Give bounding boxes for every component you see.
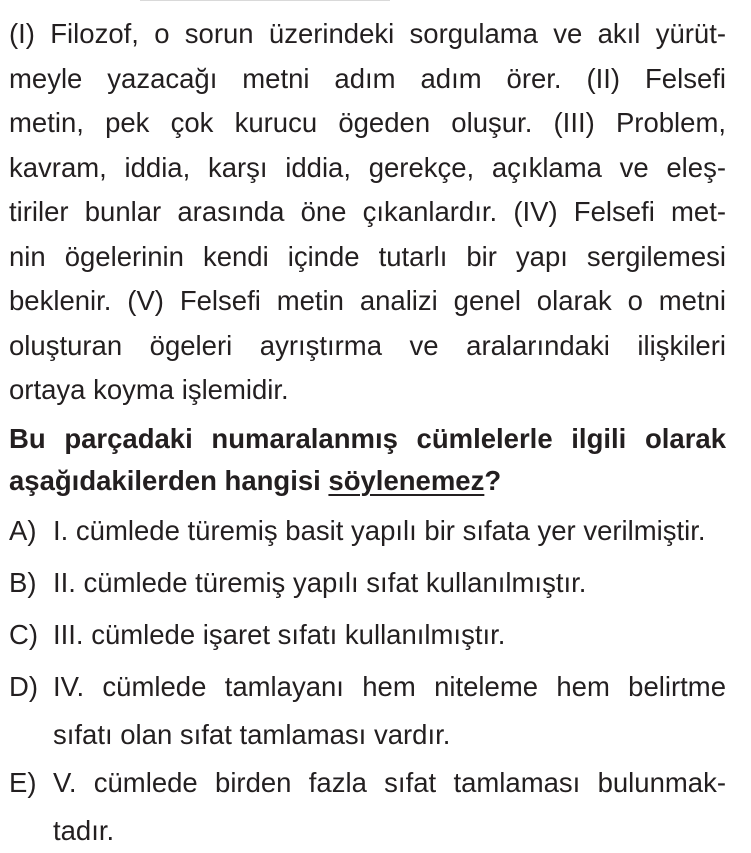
passage-line: oluşturan ögeleri ayrıştırma ve aralarındaki ilişkileri	[9, 329, 726, 361]
option-text: I. cümlede türemiş basit yapılı bir sıfata yer verilmiştir.	[53, 514, 706, 546]
passage-line: kavram, iddia, karşı iddia, gerekçe, açıklama ve eleş-	[9, 151, 726, 183]
option-text: sıfatı olan sıfat tamlaması vardır.	[53, 718, 451, 750]
passage-line: tiriler bunlar arasında öne çıkanlardır. (IV) Felsefi met-	[9, 196, 726, 227]
option-d[interactable]	[9, 661, 726, 757]
passage	[9, 12, 726, 413]
option-text: tadır.	[53, 814, 115, 846]
passage-line: meyle yazacağı metni adım adım örer. (II) Felsefi	[9, 62, 726, 94]
passage-line: nin ögelerinin kendi içinde tutarlı bir yapı sergilemesi	[9, 240, 726, 272]
passage-line: (I) Filozof, o sorun üzerindeki sorgulama ve akıl yürüt-	[9, 18, 726, 49]
passage-line: beklenir. (V) Felsefi metin analizi genel olarak o metni	[9, 285, 726, 316]
option-text: IV. cümlede tamlayanı hem niteleme hem belirtme	[53, 670, 726, 702]
question-line: Bu parçadaki numaralanmış cümlelerle ilgili olarak	[9, 422, 726, 454]
top-divider	[140, 0, 390, 1]
question-emphasis: söylenemez	[328, 464, 485, 496]
option-letter: B)	[9, 566, 37, 598]
question-mark: ?	[484, 464, 502, 496]
option-e[interactable]	[9, 757, 726, 853]
question-card	[9, 12, 726, 853]
option-text: III. cümlede işaret sıfatı kullanılmıştır.	[53, 618, 506, 650]
option-c[interactable]	[9, 609, 726, 661]
option-text: II. cümlede türemiş yapılı sıfat kullanılmıştır.	[53, 566, 587, 598]
option-letter: A)	[9, 514, 37, 546]
passage-line: metin, pek çok kurucu ögeden oluşur. (III) Problem,	[9, 107, 726, 138]
option-letter: D)	[9, 670, 39, 702]
option-b[interactable]	[9, 557, 726, 609]
passage-line: ortaya koyma işlemidir.	[9, 374, 289, 405]
option-text: V. cümlede birden fazla sıfat tamlaması bulunmak-	[53, 766, 726, 798]
question-line	[9, 460, 726, 502]
option-a[interactable]	[9, 505, 726, 557]
answer-options	[9, 505, 726, 853]
question-text: aşağıdakilerden hangisi	[9, 464, 329, 496]
question-stem	[9, 418, 726, 502]
option-letter: C)	[9, 618, 39, 650]
option-letter: E)	[9, 766, 37, 798]
